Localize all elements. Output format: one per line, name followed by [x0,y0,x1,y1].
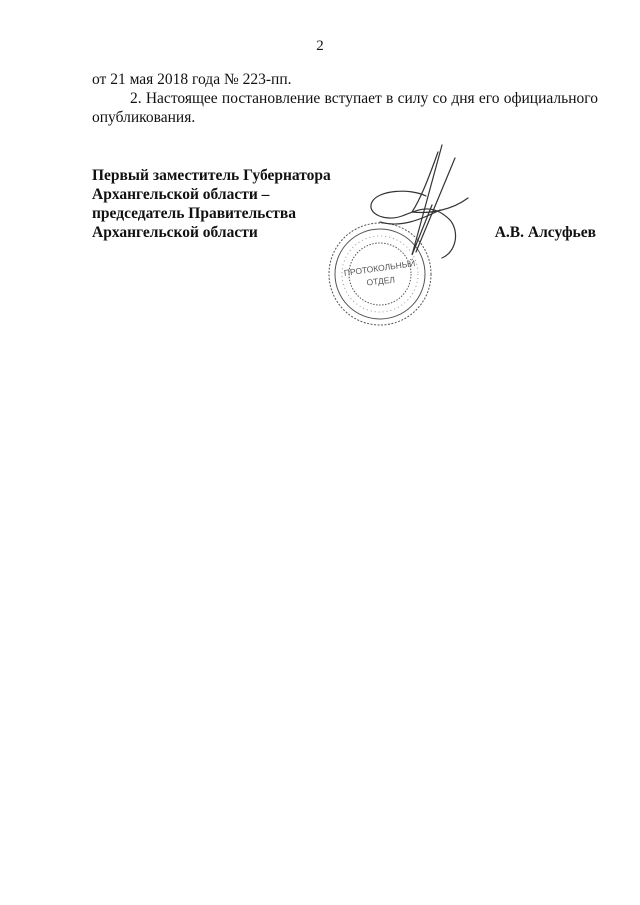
signatory-position-line: Первый заместитель Губернатора [92,167,331,184]
signatory-position-line: председатель Правительства [92,205,296,222]
signatory-name: А.В. Алсуфьев [494,224,596,241]
signatory-position [92,166,331,242]
signatory-position-line: Архангельской области – [92,186,270,203]
stamp-text-line-2: ОТДЕЛ [365,274,396,288]
document-text-line: от 21 мая 2018 года № 223-пп. [92,71,292,88]
stamp-text-line-1: ПРОТОКОЛЬНЫЙ [343,258,416,278]
signatory-position-line: Архангельской области [92,224,258,241]
page-number: 2 [316,38,324,54]
document-paragraph: 2. Настоящее постановление вступает в силу со дня его официального опубликования. [92,90,598,126]
official-stamp-and-signature [320,140,470,350]
